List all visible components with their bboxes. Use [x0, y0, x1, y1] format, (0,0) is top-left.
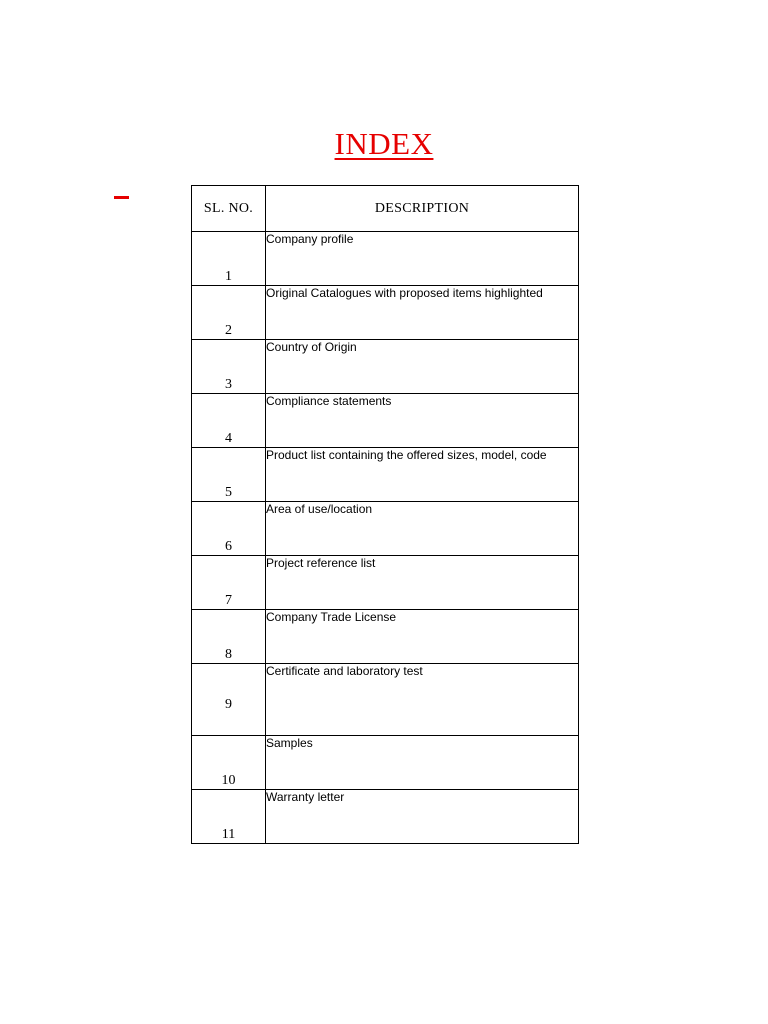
row-number: 9 — [192, 664, 266, 736]
row-number: 7 — [192, 556, 266, 610]
row-number: 3 — [192, 340, 266, 394]
row-description: Company profile — [266, 232, 579, 286]
row-description: Samples — [266, 736, 579, 790]
header-sl-no: SL. NO. — [192, 186, 266, 232]
table-row — [192, 286, 579, 340]
table-row — [192, 232, 579, 286]
row-description: Area of use/location — [266, 502, 579, 556]
row-number: 4 — [192, 394, 266, 448]
table-row — [192, 502, 579, 556]
row-number: 10 — [192, 736, 266, 790]
row-number: 2 — [192, 286, 266, 340]
row-description: Warranty letter — [266, 790, 579, 844]
page-title: INDEX — [334, 126, 434, 161]
row-number: 1 — [192, 232, 266, 286]
row-description: Compliance statements — [266, 394, 579, 448]
row-number: 8 — [192, 610, 266, 664]
index-table — [191, 185, 579, 844]
row-description: Product list containing the offered sizes, model, code — [266, 448, 579, 502]
table-row — [192, 736, 579, 790]
row-description: Certificate and laboratory test — [266, 664, 579, 736]
row-description: Original Catalogues with proposed items highlighted — [266, 286, 579, 340]
row-description: Company Trade License — [266, 610, 579, 664]
table-row — [192, 448, 579, 502]
table-row — [192, 790, 579, 844]
red-dash-mark — [114, 196, 129, 199]
table-row — [192, 394, 579, 448]
row-description: Project reference list — [266, 556, 579, 610]
table-row — [192, 340, 579, 394]
row-number: 6 — [192, 502, 266, 556]
table-row — [192, 556, 579, 610]
row-number: 5 — [192, 448, 266, 502]
table-row — [192, 610, 579, 664]
header-description: DESCRIPTION — [266, 186, 579, 232]
table-row — [192, 664, 579, 736]
row-number: 11 — [192, 790, 266, 844]
row-description: Country of Origin — [266, 340, 579, 394]
